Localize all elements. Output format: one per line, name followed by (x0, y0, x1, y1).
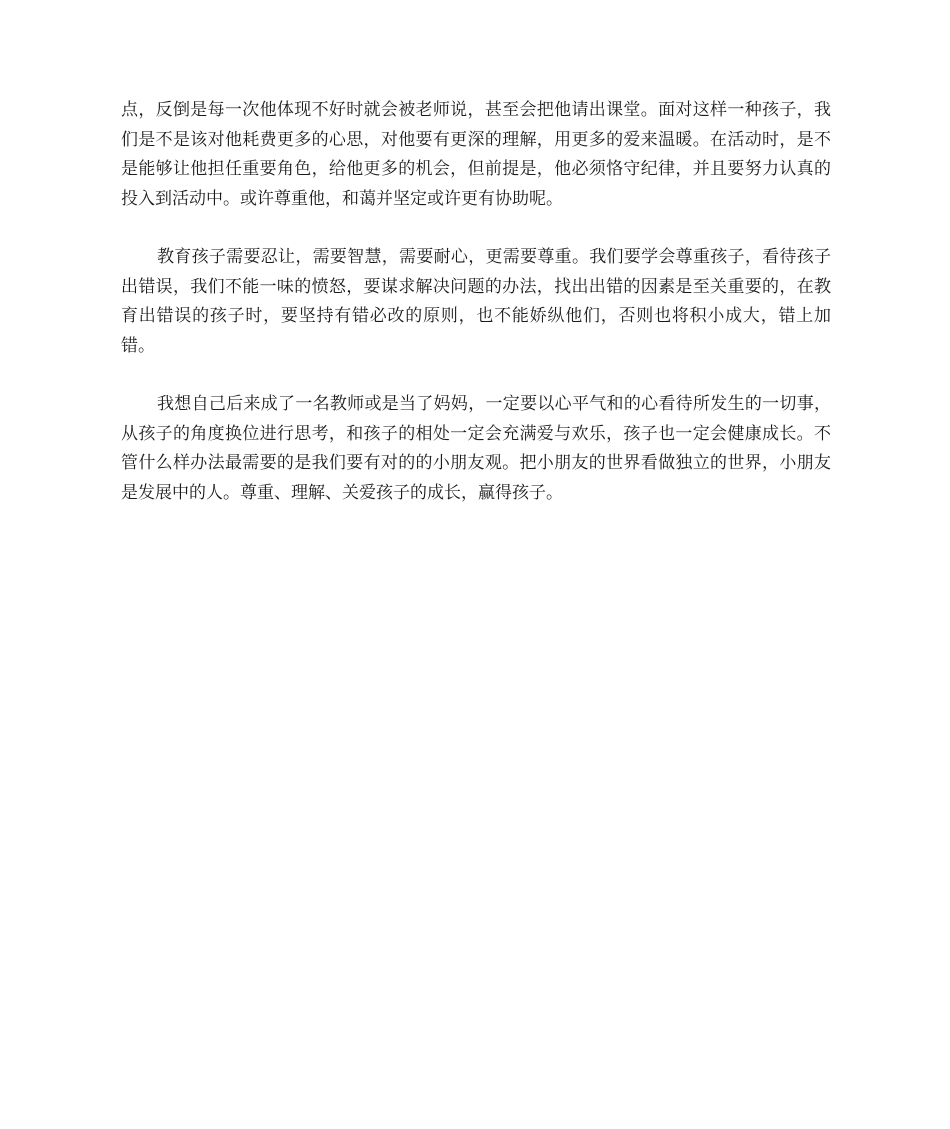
document-body (121, 96, 831, 537)
paragraph-education-patience: 教育孩子需要忍让，需要智慧，需要耐心，更需要尊重。我们要学会尊重孩子，看待孩子出错误，我们不能一味的愤怒，要谋求解决问题的办法，找出出错的因素是至关重要的，在教育出错误的孩子时，要坚持有错必改的原则，也不能娇纵他们，否则也将积小成大，错上加错。 (121, 247, 831, 356)
paragraph-continuation: 点，反倒是每一次他体现不好时就会被老师说，甚至会把他请出课堂。面对这样一种孩子，我们是不是该对他耗费更多的心思，对他要有更深的理解，用更多的爱来温暖。在活动时，是不是能够让他担任重要角色，给他更多的机会，但前提是，他必须恪守纪律，并且要努力认真的投入到活动中。或许尊重他，和蔼并坚定或许更有协助呢。 (121, 100, 831, 209)
paragraph-future-teacher: 我想自己后来成了一名教师或是当了妈妈，一定要以心平气和的心看待所发生的一切事，从孩子的角度换位进行思考，和孩子的相处一定会充满爱与欢乐，孩子也一定会健康成长。不管什么样办法最需要的是我们要有对的的小朋友观。把小朋友的世界看做独立的世界，小朋友是发展中的人。尊重、理解、关爱孩子的成长，赢得孩子。 (121, 394, 831, 503)
